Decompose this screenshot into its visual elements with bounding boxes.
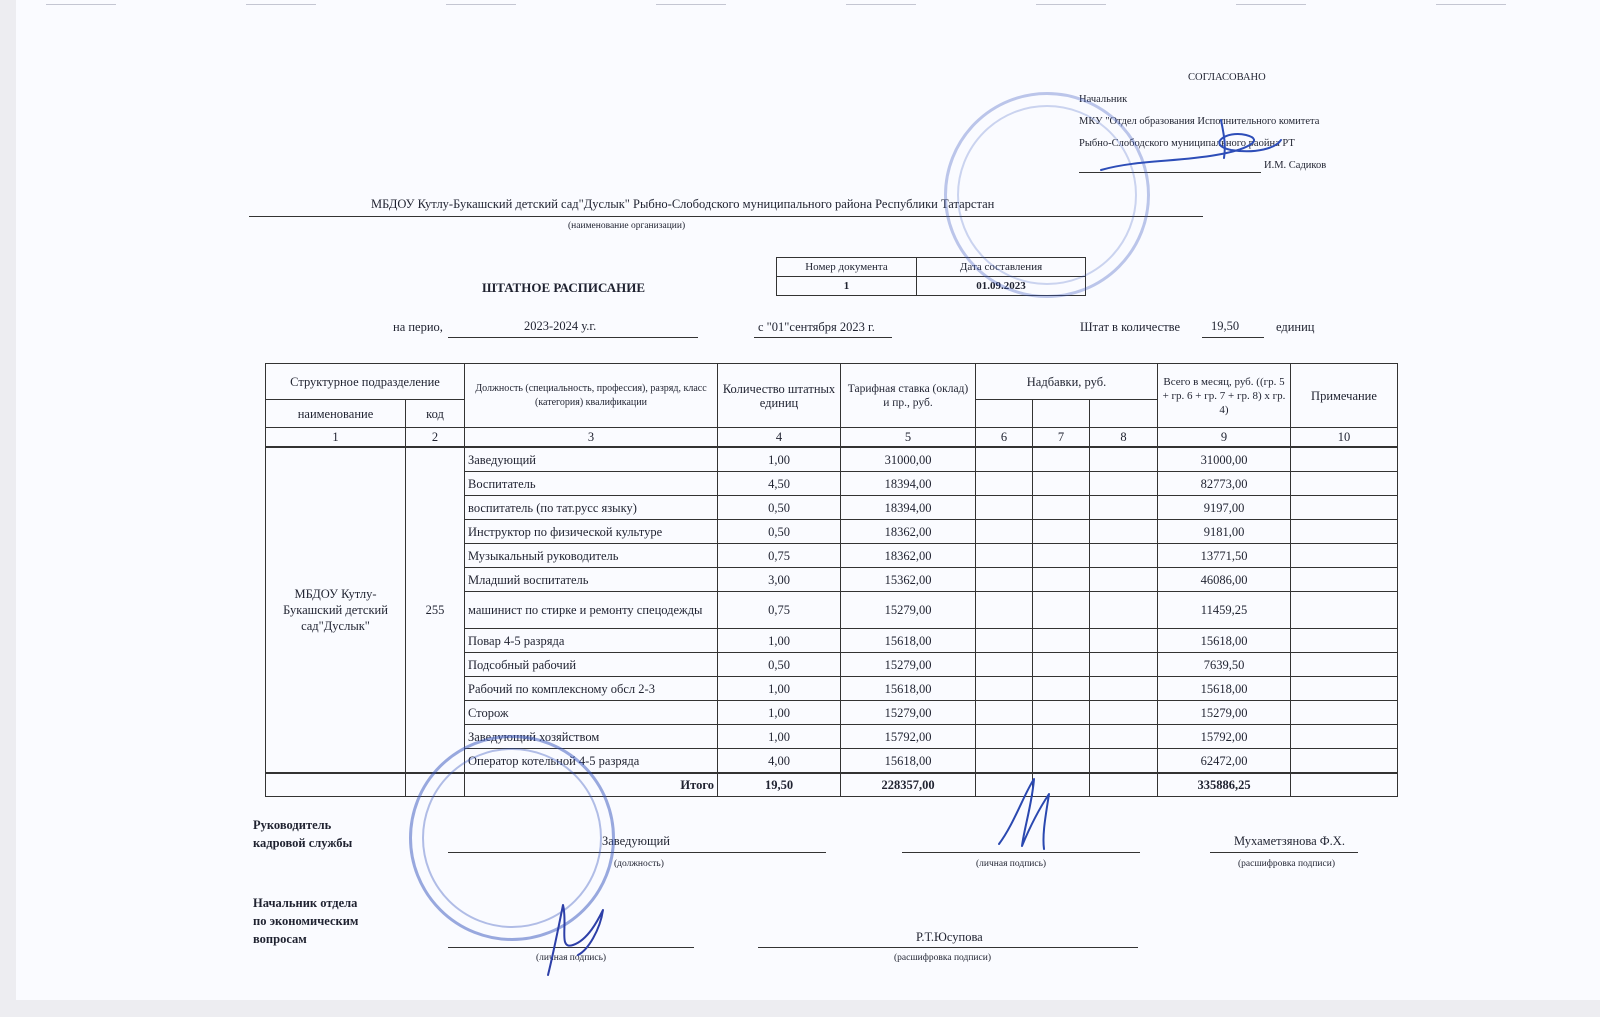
row-rate: 18362,00: [841, 520, 976, 544]
econ-signature-scribble: [528, 895, 618, 985]
header-total: Всего в месяц, руб. ((гр. 5 + гр. 6 + гр. 7 + гр. 8) х гр. 4): [1158, 364, 1291, 428]
row-note: [1291, 677, 1398, 701]
period-underline: [448, 337, 698, 338]
row-total: 9181,00: [1158, 520, 1291, 544]
row-total: 15618,00: [1158, 629, 1291, 653]
header-division: Структурное подразделение: [266, 364, 465, 400]
staff-underline: [1202, 337, 1264, 338]
approval-heading: СОГЛАСОВАНО: [1188, 72, 1266, 83]
organization-name: МБДОУ Кутлу-Букашский детский сад"Дуслык" Рыбно-Слободского муниципального района Республики Татарстан: [371, 197, 995, 211]
col-number: 9: [1158, 428, 1291, 448]
row-count: 0,50: [718, 520, 841, 544]
col-number: 1: [266, 428, 406, 448]
col-number: 2: [406, 428, 465, 448]
econ-line3: вопросам: [253, 932, 307, 946]
row-position: Воспитатель: [465, 472, 718, 496]
document-title: ШТАТНОЕ РАСПИСАНИЕ: [482, 280, 646, 295]
header-count: Количество штатных единиц: [718, 364, 841, 428]
totals-rate: 228357,00: [841, 773, 976, 797]
hr-position: Заведующий: [602, 834, 670, 848]
row-count: 0,75: [718, 592, 841, 629]
row-count: 1,00: [718, 677, 841, 701]
division-code: 255: [406, 447, 465, 773]
row-count: 3,00: [718, 568, 841, 592]
totals-count: 19,50: [718, 773, 841, 797]
row-position: Инструктор по физической культуре: [465, 520, 718, 544]
header-bonus-col-8: [1090, 400, 1158, 428]
units-label: единиц: [1276, 320, 1315, 334]
row-total: 7639,50: [1158, 653, 1291, 677]
row-rate: 15618,00: [841, 749, 976, 774]
row-rate: 31000,00: [841, 447, 976, 472]
row-count: 0,50: [718, 653, 841, 677]
row-total: 9197,00: [1158, 496, 1291, 520]
caption-signature: (личная подпись): [976, 859, 1047, 869]
row-position: Заведующий: [465, 447, 718, 472]
caption-position: (должность): [614, 859, 664, 869]
staff-schedule-table: [265, 363, 1398, 797]
row-note: [1291, 472, 1398, 496]
econ-line2: по экономическим: [253, 914, 359, 928]
hr-signature-scribble: [994, 774, 1064, 854]
row-note: [1291, 749, 1398, 774]
row-rate: 15279,00: [841, 701, 976, 725]
period-value: 2023-2024 у.г.: [524, 319, 597, 333]
approval-signature-scribble: [1096, 110, 1286, 180]
row-position: машинист по стирке и ремонту спецодежды: [465, 592, 718, 629]
row-count: 1,00: [718, 629, 841, 653]
organization-caption: (наименование организации): [568, 221, 686, 231]
row-position: Музыкальный руководитель: [465, 544, 718, 568]
econ-name: Р.Т.Юсупова: [916, 930, 983, 944]
approval-position: Начальник: [1079, 94, 1128, 105]
row-count: 1,00: [718, 701, 841, 725]
bleed-line: [1036, 4, 1106, 5]
row-note: [1291, 629, 1398, 653]
row-rate: 15618,00: [841, 677, 976, 701]
header-bonus-col-7: [1033, 400, 1090, 428]
header-note: Примечание: [1291, 364, 1398, 428]
col-number: 6: [976, 428, 1033, 448]
bleed-line: [46, 4, 116, 5]
row-rate: 15792,00: [841, 725, 976, 749]
row-rate: 18362,00: [841, 544, 976, 568]
col-number: 3: [465, 428, 718, 448]
row-note: [1291, 568, 1398, 592]
header-name: наименование: [266, 400, 406, 428]
econ-line1: Начальник отдела: [253, 896, 358, 910]
row-note: [1291, 520, 1398, 544]
row-position: Младший воспитатель: [465, 568, 718, 592]
row-count: 4,00: [718, 749, 841, 774]
period-from: с "01"сентября 2023 г.: [758, 320, 875, 334]
row-rate: 15362,00: [841, 568, 976, 592]
row-count: 1,00: [718, 447, 841, 472]
table-row: [266, 447, 1398, 472]
approval-signer: И.М. Садиков: [1264, 160, 1327, 171]
bleed-line: [446, 4, 516, 5]
row-total: 62472,00: [1158, 749, 1291, 774]
row-position: Рабочий по комплексному обсл 2-3: [465, 677, 718, 701]
row-position: Сторож: [465, 701, 718, 725]
col-number: 10: [1291, 428, 1398, 448]
row-position: Заведующий хозяйством: [465, 725, 718, 749]
col-number: 5: [841, 428, 976, 448]
row-note: [1291, 653, 1398, 677]
row-note: [1291, 592, 1398, 629]
bleed-line: [246, 4, 316, 5]
col-number: 7: [1033, 428, 1090, 448]
caption-signature2: (личная подпись): [536, 953, 607, 963]
row-total: 15279,00: [1158, 701, 1291, 725]
staff-label: Штат в количестве: [1080, 320, 1181, 334]
bleed-line: [1436, 4, 1506, 5]
header-rate: Тарифная ставка (оклад) и пр., руб.: [841, 364, 976, 428]
row-note: [1291, 725, 1398, 749]
staff-value: 19,50: [1211, 319, 1240, 333]
col-number: 8: [1090, 428, 1158, 448]
row-position: Повар 4-5 разряда: [465, 629, 718, 653]
division-name: МБДОУ Кутлу-Букашский детский сад"Дуслык": [266, 447, 406, 773]
header-code: код: [406, 400, 465, 428]
row-rate: 18394,00: [841, 496, 976, 520]
totals-label: Итого: [465, 773, 718, 797]
row-total: 46086,00: [1158, 568, 1291, 592]
caption-decoding: (расшифровка подписи): [1238, 859, 1335, 869]
row-total: 15792,00: [1158, 725, 1291, 749]
row-note: [1291, 544, 1398, 568]
row-position: Оператор котельной 4-5 разряда: [465, 749, 718, 774]
row-total: 82773,00: [1158, 472, 1291, 496]
doc-number-label: Номер документа: [777, 258, 917, 277]
approval-org-line2: Рыбно-Слободского муниципального раойна РТ: [1079, 138, 1295, 149]
row-total: 15618,00: [1158, 677, 1291, 701]
row-count: 4,50: [718, 472, 841, 496]
bleed-line: [656, 4, 726, 5]
row-note: [1291, 447, 1398, 472]
row-rate: 15279,00: [841, 592, 976, 629]
approval-org-line1: МКУ "Отдел образования Исполнительного комитета: [1079, 116, 1320, 127]
caption-decoding2: (расшифровка подписи): [894, 953, 991, 963]
period-label: на перио,: [393, 320, 443, 334]
row-total: 31000,00: [1158, 447, 1291, 472]
row-total: 11459,25: [1158, 592, 1291, 629]
col-number: 4: [718, 428, 841, 448]
hr-name: Мухаметзянова Ф.Х.: [1234, 834, 1345, 848]
bleed-line: [1236, 4, 1306, 5]
econ-name-line: [758, 947, 1138, 948]
document-page: [16, 0, 1600, 1000]
row-total: 13771,50: [1158, 544, 1291, 568]
row-rate: 15618,00: [841, 629, 976, 653]
row-rate: 18394,00: [841, 472, 976, 496]
hr-head-line2: кадровой службы: [253, 836, 353, 850]
period-from-underline: [754, 337, 892, 338]
row-note: [1291, 496, 1398, 520]
doc-number: 1: [777, 277, 917, 296]
row-rate: 15279,00: [841, 653, 976, 677]
row-count: 0,50: [718, 496, 841, 520]
header-bonuses: Надбавки, руб.: [976, 364, 1158, 400]
row-count: 1,00: [718, 725, 841, 749]
hr-head-line1: Руководитель: [253, 818, 332, 832]
row-position: воспитатель (по тат.русс языку): [465, 496, 718, 520]
doc-date-label: Дата составления: [917, 258, 1086, 277]
header-bonus-col-6: [976, 400, 1033, 428]
totals-total: 335886,25: [1158, 773, 1291, 797]
bleed-line: [846, 4, 916, 5]
row-note: [1291, 701, 1398, 725]
hr-name-line: [1210, 852, 1358, 853]
row-count: 0,75: [718, 544, 841, 568]
doc-date: 01.09.2023: [917, 277, 1086, 296]
row-position: Подсобный рабочий: [465, 653, 718, 677]
header-position: Должность (специальность, профессия), разряд, класс (категория) квалификации: [465, 364, 718, 428]
